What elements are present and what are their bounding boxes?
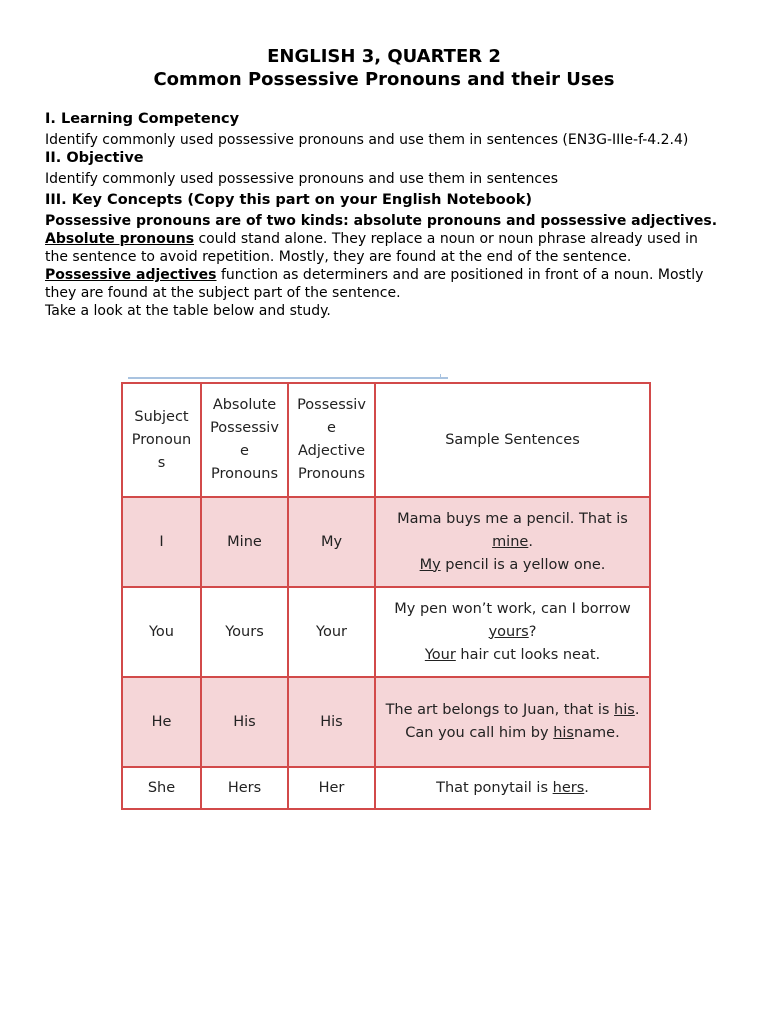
sentence-text: My pen won’t work, can I borrow [394,600,631,617]
cell-sentences [375,497,650,587]
cell-adjective: Your [288,587,375,677]
cell-subject: I [122,497,201,587]
underlined-pronoun: yours [488,623,529,640]
cell-adjective: My [288,497,375,587]
sentence [379,699,646,722]
table-row [122,497,650,587]
cell-subject: He [122,677,201,767]
instruction-text: Take a look at the table below and study. [45,303,331,319]
sentence-text: ? [528,623,537,640]
cell-subject: She [122,767,201,809]
sentence-text: . [584,779,589,796]
sentence [379,722,646,745]
underlined-pronoun: My [419,556,441,573]
table-row [122,677,650,767]
underlined-pronoun: mine [492,533,529,550]
sentence [379,554,646,577]
learning-competency-heading: I. Learning Competency [45,111,240,127]
header-absolute: Absolute Possessiv e Pronouns [201,383,288,497]
header-sentences: Sample Sentences [375,383,650,497]
kinds-text: Possessive pronouns are of two kinds: absolute pronouns and possessive adjectives. [45,213,718,229]
underlined-pronoun: hers [552,779,585,796]
sentence-text: . [634,702,640,718]
cell-subject: You [122,587,201,677]
cell-adjective: His [288,677,375,767]
table-row [122,767,650,809]
key-concepts-heading: III. Key Concepts (Copy this part on your English Notebook) [45,192,532,208]
table-row [122,587,650,677]
page-title: ENGLISH 3, QUARTER 2 [267,46,501,67]
objective-text: Identify commonly used possessive pronouns and use them in sentences [45,171,558,187]
divider-tick [440,374,441,379]
header-adjective: Possessiv e Adjective Pronouns [288,383,375,497]
absolute-paragraph [45,230,725,266]
cell-adjective: Her [288,767,375,809]
adjective-term: Possessive adjectives [45,267,217,283]
cell-absolute: His [201,677,288,767]
cell-sentences [375,767,650,809]
absolute-term: Absolute pronouns [45,231,195,247]
cell-absolute: Mine [201,497,288,587]
sentence-text: Mama buys me a pencil. That is [397,510,628,527]
sentence-text: The art belongs to Juan, that is [385,702,615,718]
cell-sentences [375,587,650,677]
adjective-def: function as determiners and are positioned in front of a noun. Mostly they are found at the subject part of the sentence. [45,267,704,301]
cell-absolute: Yours [201,587,288,677]
pronoun-table [121,382,651,810]
underlined-pronoun: his [553,725,574,741]
objective-heading: II. Objective [45,150,144,166]
sentence-text: . [528,533,533,550]
header-subject: Subject Pronoun s [122,383,201,497]
underlined-pronoun: his [614,702,635,718]
page-subtitle: Common Possessive Pronouns and their Uses [153,69,615,90]
sentence-text: name. [573,725,620,741]
sentence [379,598,646,644]
sentence [379,508,646,554]
sentence-text: hair cut looks neat. [455,646,601,663]
absolute-def: could stand alone. They replace a noun or noun phrase already used in the sentence to avoid repetition. Mostly, they are found at the end of the sentence. [45,231,698,265]
cell-sentences [375,677,650,767]
cell-absolute: Hers [201,767,288,809]
table-header-row [122,383,650,497]
sentence-text: pencil is a yellow one. [440,556,606,573]
sentence [379,777,646,800]
underlined-pronoun: Your [424,646,456,663]
sentence-text: Can you call him by [405,725,554,741]
learning-competency-text: Identify commonly used possessive pronouns and use them in sentences (EN3G-IIIe-f-4.2.4) [45,132,689,148]
adjective-paragraph [45,266,725,302]
divider-line [128,377,448,379]
sentence [379,644,646,667]
lesson-body [45,110,725,320]
sentence-text: That ponytail is [436,779,553,796]
